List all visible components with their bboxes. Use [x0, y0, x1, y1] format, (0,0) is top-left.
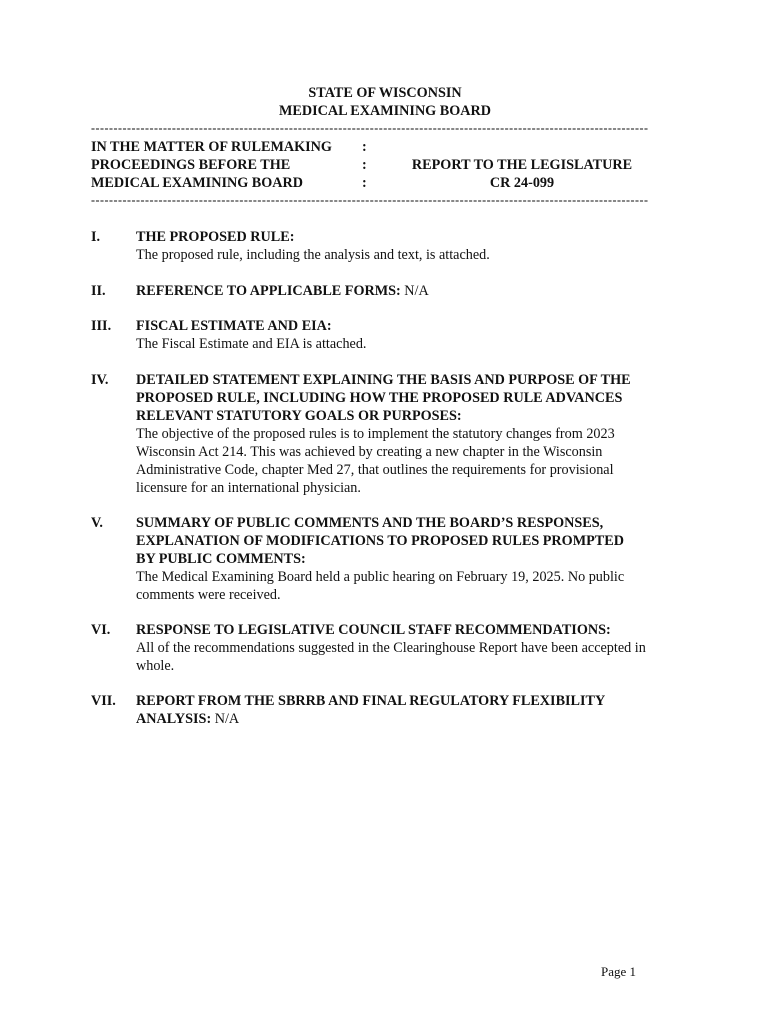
section-number: II.: [91, 283, 106, 299]
caption-left-line-2: PROCEEDINGS BEFORE THE: [91, 157, 291, 173]
section-body: [136, 692, 684, 728]
section-text-line-4: licensure for an international physician.: [136, 480, 361, 496]
section-title-line-3: RELEVANT STATUTORY GOALS OR PURPOSES:: [136, 408, 462, 424]
section-title: THE PROPOSED RULE:: [136, 229, 295, 245]
caption-colon-2: :: [362, 157, 367, 173]
section-title-line-3: BY PUBLIC COMMENTS:: [136, 551, 306, 567]
section-title-line-2: PROPOSED RULE, INCLUDING HOW THE PROPOSED RULE ADVANCES: [136, 390, 623, 406]
section-text: The Fiscal Estimate and EIA is attached.: [136, 336, 367, 352]
section-title-value: N/A: [400, 283, 429, 299]
section-title: RESPONSE TO LEGISLATIVE COUNCIL STAFF RECOMMENDATIONS:: [136, 622, 611, 638]
section-text-line-2: Wisconsin Act 214. This was achieved by creating a new chapter in the Wisconsin: [136, 444, 603, 460]
section-number: I.: [91, 229, 101, 245]
section-text-line-1: The objective of the proposed rules is to implement the statutory changes from 2023: [136, 426, 615, 442]
section-title: FISCAL ESTIMATE AND EIA:: [136, 318, 332, 334]
section-title-value: N/A: [211, 711, 240, 727]
section-title-line-1: SUMMARY OF PUBLIC COMMENTS AND THE BOARD’S RESPONSES,: [136, 515, 604, 531]
caption-divider-top: ----------------------------------------------------------------------------------------------------------------------------: [91, 122, 649, 134]
section-title-line-1: REPORT FROM THE SBRRB AND FINAL REGULATORY FLEXIBILITY: [136, 693, 606, 709]
caption-left-line-3: MEDICAL EXAMINING BOARD: [91, 175, 304, 191]
report-title: REPORT TO THE LEGISLATURE: [411, 157, 633, 173]
section-number: IV.: [91, 372, 109, 388]
section-number: III.: [91, 318, 112, 334]
section-body: [136, 621, 684, 675]
report-number: CR 24-099: [489, 175, 555, 191]
caption-left-line-1: IN THE MATTER OF RULEMAKING: [91, 139, 332, 155]
caption-divider-bottom: ----------------------------------------------------------------------------------------------------------------------------: [91, 194, 649, 206]
section-text-line-1: All of the recommendations suggested in the Clearinghouse Report have been accepted in: [136, 640, 646, 656]
caption-colon-1: :: [362, 139, 367, 155]
section-body: [136, 228, 684, 264]
section-title: REFERENCE TO APPLICABLE FORMS: N/A: [136, 283, 429, 299]
header-state: STATE OF WISCONSIN: [308, 85, 462, 101]
section-body: [136, 282, 684, 300]
section-text: The proposed rule, including the analysis and text, is attached.: [136, 247, 490, 263]
section-body: [136, 514, 684, 604]
section-text-line-2: comments were received.: [136, 587, 281, 603]
section-title-line-2: ANALYSIS: N/A: [136, 711, 240, 727]
section-body: [136, 371, 684, 497]
header-board: MEDICAL EXAMINING BOARD: [278, 103, 492, 119]
section-title-line-1: DETAILED STATEMENT EXPLAINING THE BASIS AND PURPOSE OF THE: [136, 372, 631, 388]
section-text-line-2: whole.: [136, 658, 175, 674]
section-title-line-2: EXPLANATION OF MODIFICATIONS TO PROPOSED RULES PROMPTED: [136, 533, 624, 549]
section-body: [136, 317, 684, 353]
section-number: V.: [91, 515, 103, 531]
section-text-line-3: Administrative Code, chapter Med 27, that outlines the requirements for provisional: [136, 462, 614, 478]
section-text-line-1: The Medical Examining Board held a public hearing on February 19, 2025. No public: [136, 569, 625, 585]
page-number: Page 1: [601, 964, 637, 979]
caption-colon-3: :: [362, 175, 367, 191]
section-number: VI.: [91, 622, 111, 638]
section-number: VII.: [91, 693, 116, 709]
